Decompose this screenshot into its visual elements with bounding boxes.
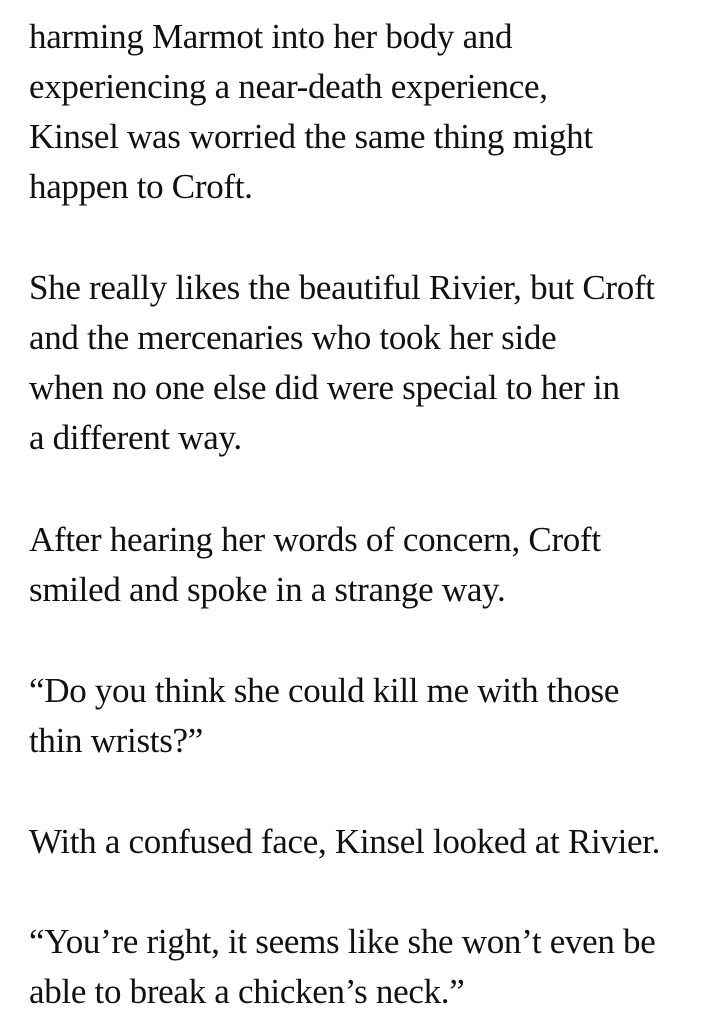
paragraph-1-line-2: experiencing a near-death experience,	[29, 67, 548, 106]
paragraph-6-line-2: able to break a chicken’s neck.”	[29, 972, 465, 1011]
paragraph-2-line-4: a different way.	[29, 418, 242, 457]
paragraph-2-line-1: She really likes the beautiful Rivier, but Croft	[29, 268, 655, 307]
paragraph-4-line-2: thin wrists?”	[29, 721, 203, 760]
paragraph-6-line-1: “You’re right, it seems like she won’t even be	[29, 922, 656, 961]
paragraph-1-line-4: happen to Croft.	[29, 167, 253, 206]
paragraph-3-line-1: After hearing her words of concern, Croft	[29, 520, 601, 559]
paragraph-2-line-3: when no one else did were special to her in	[29, 368, 620, 407]
paragraph-1-line-3: Kinsel was worried the same thing might	[29, 117, 593, 156]
paragraph-2-line-2: and the mercenaries who took her side	[29, 318, 557, 357]
paragraph-1-line-1: harming Marmot into her body and	[29, 17, 513, 56]
paragraph-4-line-1: “Do you think she could kill me with those	[29, 671, 620, 710]
paragraph-3-line-2: smiled and spoke in a strange way.	[29, 570, 506, 609]
paragraph-5-line-1: With a confused face, Kinsel looked at Rivier.	[29, 822, 661, 861]
